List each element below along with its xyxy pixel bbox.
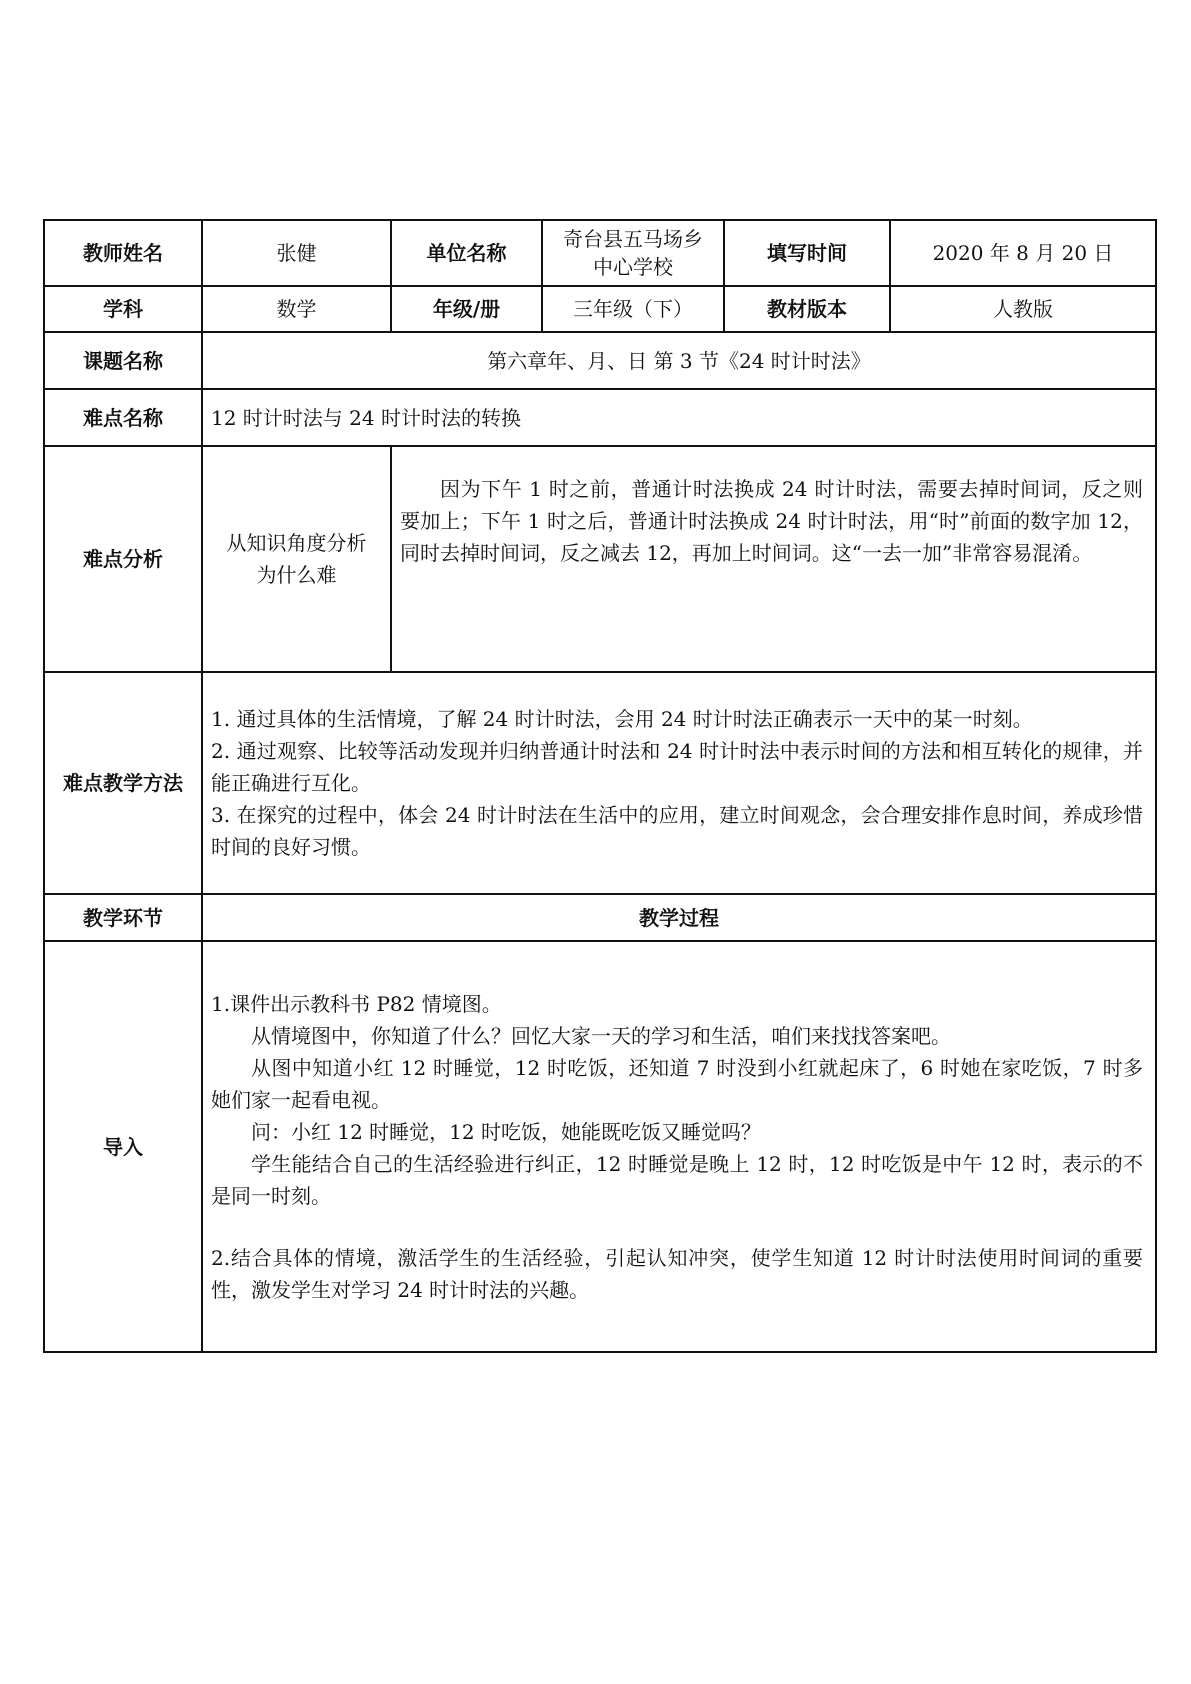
analysis-sub-label-line2: 为什么难 (256, 563, 337, 587)
teacher-label: 教师姓名 (44, 220, 202, 286)
process-line: 问：小红 12 时睡觉，12 时吃饭，她能既吃饭又睡觉吗？ (251, 1119, 761, 1144)
process-header-row (44, 894, 1156, 941)
process-line: 学生能结合自己的生活经验进行纠正，12 时睡觉是晚上 12 时，12 时吃饭是中午 12 时，表示的不是同一时刻。 (211, 1151, 1143, 1208)
process-header: 教学过程 (202, 894, 1156, 941)
date-label: 填写时间 (724, 220, 890, 286)
topic-value: 第六章年、月、日 第 3 节《24 时计时法》 (202, 332, 1156, 389)
stage-header: 教学环节 (44, 894, 202, 941)
method-item: 2. 通过观察、比较等活动发现并归纳普通计时法和 24 时计时法中表示时间的方法和相互转化的规律，并能正确进行互化。 (211, 739, 1143, 795)
analysis-sub-label (202, 446, 391, 672)
analysis-sub-label-line1: 从知识角度分析 (226, 531, 367, 555)
analysis-text: 因为下午 1 时之前，普通计时法换成 24 时计时法，需要去掉时间词，反之则要加上；下午 1 时之后，普通计时法换成 24 时计时法，用“时”前面的数字加 12，同时去掉时间词，反之减去 12，再加上时间词。这“一去一加”非常容易混淆。 (400, 477, 1143, 565)
edition-value: 人教版 (890, 286, 1156, 332)
difficulty-row (44, 389, 1156, 446)
stage-value: 导入 (44, 941, 202, 1352)
process-row (44, 941, 1156, 1352)
subject-label: 学科 (44, 286, 202, 332)
analysis-label: 难点分析 (44, 446, 202, 672)
header-row-1 (44, 220, 1156, 286)
process-line: 从图中知道小红 12 时睡觉，12 时吃饭，还知道 7 时没到小红就起床了，6 时她在家吃饭，7 时多她们家一起看电视。 (211, 1055, 1143, 1112)
process-line: 从情境图中，你知道了什么？回忆大家一天的学习和生活，咱们来找找答案吧。 (251, 1023, 951, 1048)
topic-label: 课题名称 (44, 332, 202, 389)
edition-label: 教材版本 (724, 286, 890, 332)
unit-label: 单位名称 (391, 220, 542, 286)
date-value: 2020 年 8 月 20 日 (890, 220, 1156, 286)
grade-value: 三年级（下） (542, 286, 724, 332)
difficulty-value: 12 时计时法与 24 时计时法的转换 (202, 389, 1156, 446)
process-line: 1.课件出示教科书 P82 情境图。 (211, 991, 502, 1016)
analysis-text-cell (391, 446, 1156, 672)
unit-value-line1: 奇台县五马场乡 (563, 227, 703, 251)
subject-value: 数学 (202, 286, 391, 332)
header-row-2 (44, 286, 1156, 332)
process-spacer (211, 1212, 1143, 1242)
method-row (44, 672, 1156, 894)
teacher-value: 张健 (202, 220, 391, 286)
lesson-plan-table (43, 219, 1157, 1353)
topic-row (44, 332, 1156, 389)
method-item: 1. 通过具体的生活情境，了解 24 时计时法，会用 24 时计时法正确表示一天中的某一时刻。 (211, 707, 1033, 731)
analysis-row (44, 446, 1156, 672)
method-item: 3. 在探究的过程中，体会 24 时计时法在生活中的应用，建立时间观念，会合理安排作息时间，养成珍惜时间的良好习惯。 (211, 803, 1143, 859)
process-content (202, 941, 1156, 1352)
unit-value (542, 220, 724, 286)
unit-value-line2: 中心学校 (593, 255, 673, 279)
difficulty-label: 难点名称 (44, 389, 202, 446)
grade-label: 年级/册 (391, 286, 542, 332)
process-line: 2.结合具体的情境，激活学生的生活经验，引起认知冲突，使学生知道 12 时计时法使用时间词的重要性，激发学生对学习 24 时计时法的兴趣。 (211, 1245, 1143, 1302)
method-label: 难点教学方法 (44, 672, 202, 894)
method-list (202, 672, 1156, 894)
